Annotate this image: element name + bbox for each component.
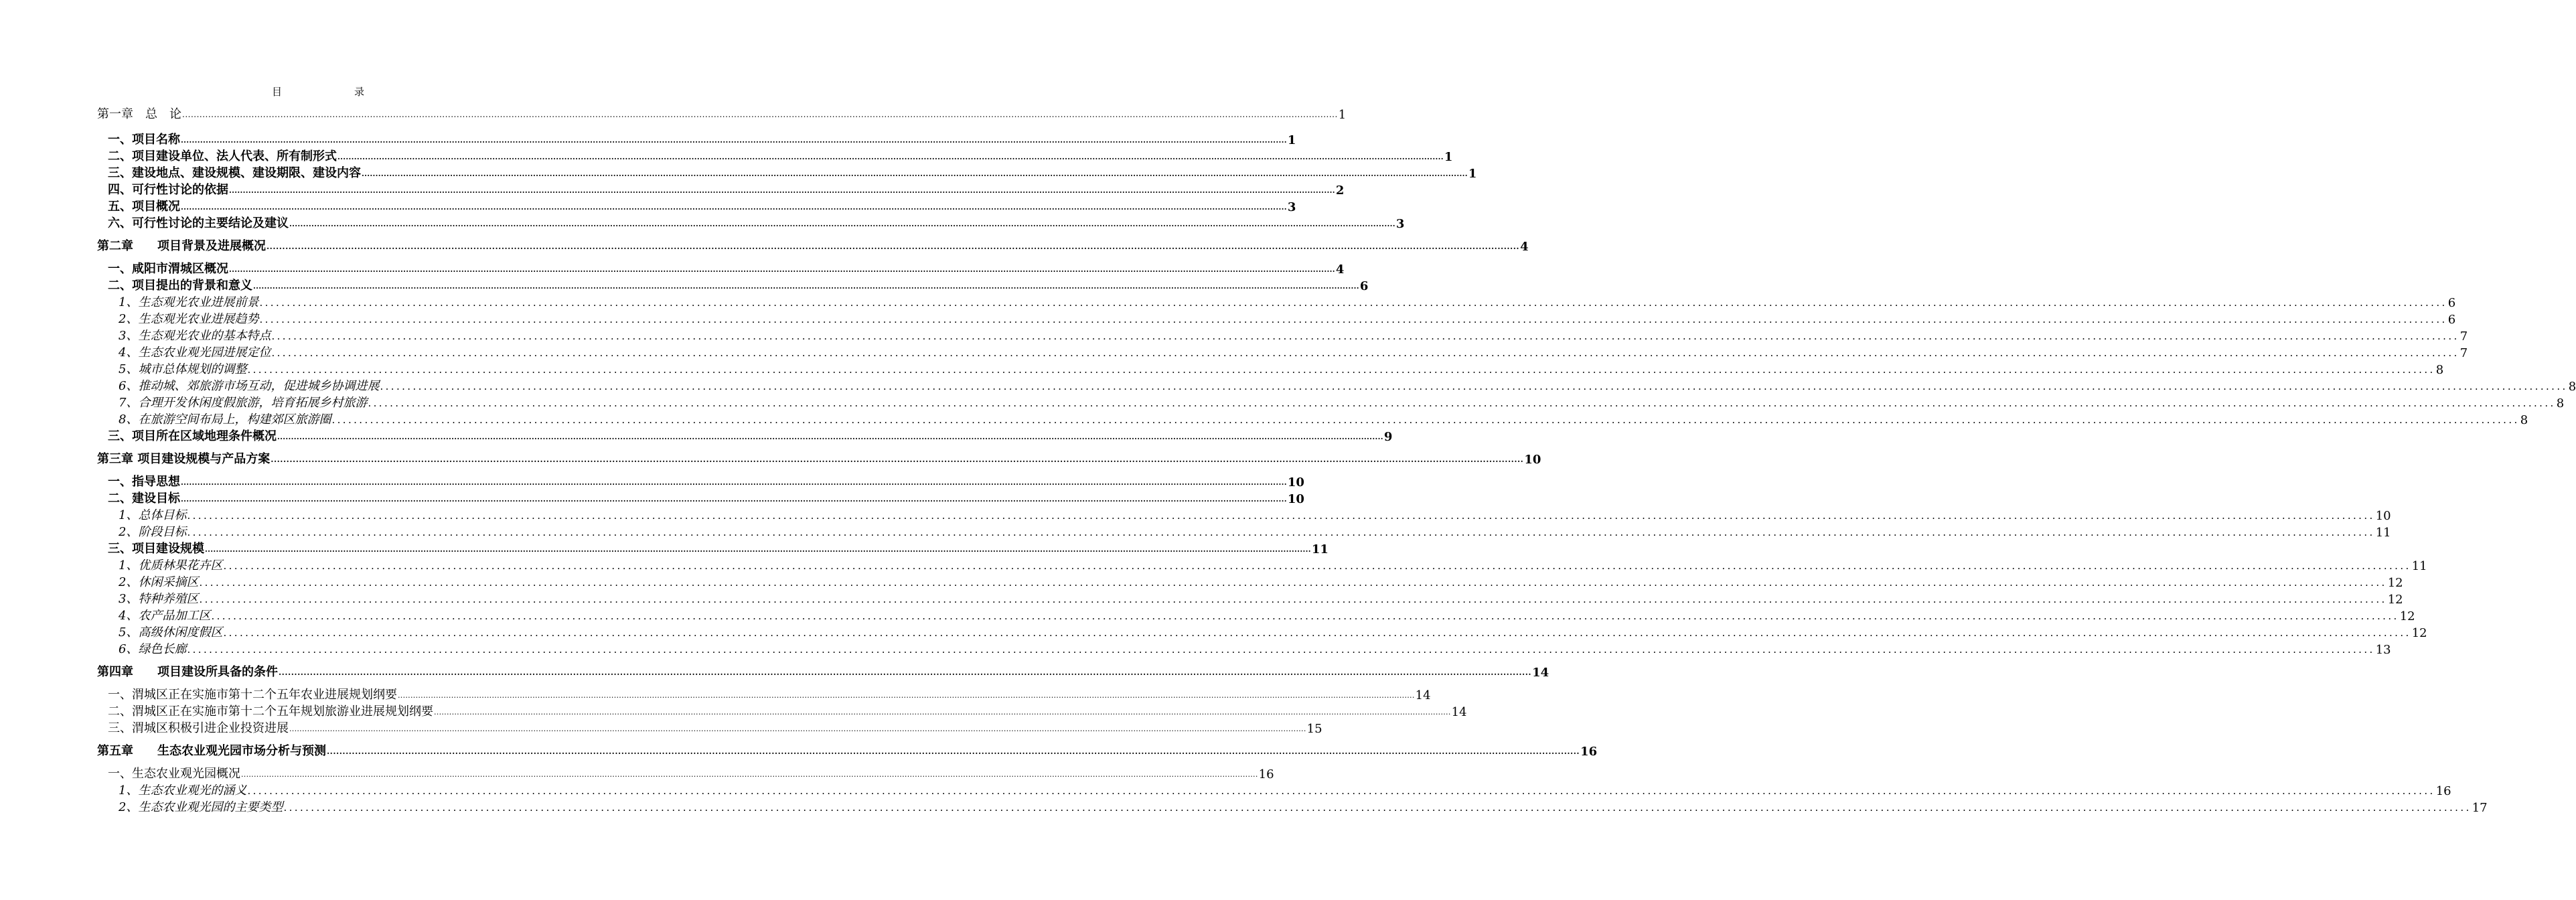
toc-entry-page: 8: [2556, 396, 2565, 410]
dot-leader: ................................................................................................................................................................................................................................................................................................................................................................................................................: [259, 297, 2447, 309]
toc-entry-title: 四、可行性讨论的依据: [108, 183, 228, 197]
toc-entry-page: 1: [1338, 108, 1347, 122]
toc-entry[interactable]: [97, 591, 2403, 607]
toc-entry-title: 2、休闲采摘区: [119, 575, 199, 589]
dot-leader: ................................................................................................................................................................................................................................................................................................................................................................................................................: [271, 455, 1524, 464]
toc-entry[interactable]: [97, 311, 2456, 327]
dot-leader: ................................................................................................................................................................................................................................................................................................................................................................................................................: [337, 153, 1444, 161]
toc-entry-title: 4、农产品加工区: [119, 609, 211, 623]
toc-entry-page: 3: [1395, 217, 1405, 231]
dot-leader: ................................................................................................................................................................................................................................................................................................................................................................................................................: [187, 510, 2375, 522]
toc-entry[interactable]: [97, 378, 2576, 394]
toc-entry[interactable]: [97, 181, 1345, 198]
toc-entry-page: 10: [2375, 509, 2391, 523]
toc-entry-page: 11: [2375, 526, 2391, 540]
dot-leader: ................................................................................................................................................................................................................................................................................................................................................................................................................: [187, 526, 2375, 538]
toc-entry[interactable]: [97, 260, 1345, 277]
toc-entry-title: 1、生态观光农业进展前景: [119, 295, 259, 309]
toc-entry[interactable]: [97, 524, 2391, 540]
dot-leader: ................................................................................................................................................................................................................................................................................................................................................................................................................: [181, 495, 1287, 504]
toc-entry-title: 二、项目建设单位、法人代表、所有制形式: [108, 149, 337, 163]
toc-entry-title: 5、高级休闲度假区: [119, 625, 223, 640]
toc-entry-title: 第四章 项目建设所具备的条件: [97, 665, 278, 679]
toc-entry-page: 12: [2411, 626, 2427, 640]
toc-entry-page: 10: [1287, 475, 1304, 490]
dot-leader: ................................................................................................................................................................................................................................................................................................................................................................................................................: [181, 478, 1287, 487]
toc-entry-title: 六、可行性讨论的主要结论及建议: [108, 216, 289, 230]
toc-entry[interactable]: [97, 782, 2451, 798]
toc-entry[interactable]: [97, 720, 1322, 736]
toc-entry[interactable]: [97, 641, 2391, 657]
dot-leader: ................................................................................................................................................................................................................................................................................................................................................................................................................: [279, 668, 1532, 677]
dot-leader: ................................................................................................................................................................................................................................................................................................................................................................................................................: [271, 330, 2459, 342]
dot-leader: ................................................................................................................................................................................................................................................................................................................................................................................................................: [199, 593, 2387, 605]
toc-entry[interactable]: [97, 238, 1529, 254]
toc-entry[interactable]: [97, 277, 1369, 293]
toc-entry-page: 14: [1532, 666, 1549, 680]
toc-entry-page: 8: [2520, 413, 2528, 427]
dot-leader: ................................................................................................................................................................................................................................................................................................................................................................................................................: [289, 725, 1306, 733]
dot-leader: ................................................................................................................................................................................................................................................................................................................................................................................................................: [398, 691, 1415, 700]
toc-entry-page: 4: [1335, 262, 1345, 277]
toc-entry[interactable]: [97, 743, 1598, 759]
toc-entry-title: 第二章 项目背景及进展概况: [97, 239, 266, 253]
toc-entry-title: 二、项目提出的背景和意义: [108, 279, 252, 293]
dot-leader: ................................................................................................................................................................................................................................................................................................................................................................................................................: [205, 545, 1311, 554]
toc-entry-page: 11: [2411, 559, 2427, 573]
toc-entry[interactable]: [97, 703, 1467, 719]
dot-leader: ................................................................................................................................................................................................................................................................................................................................................................................................................: [223, 627, 2411, 639]
toc-entry-page: 7: [2459, 346, 2468, 360]
toc-entry-page: 15: [1306, 722, 1322, 736]
toc-entry-page: 8: [2435, 363, 2444, 377]
toc-entry-page: 14: [1415, 688, 1431, 702]
toc-entry-title: 第一章 总 论: [97, 107, 181, 121]
dot-leader: ................................................................................................................................................................................................................................................................................................................................................................................................................: [368, 397, 2556, 409]
dot-leader: ................................................................................................................................................................................................................................................................................................................................................................................................................: [181, 136, 1287, 145]
toc-entry-title: 5、城市总体规划的调整: [119, 362, 247, 376]
dot-leader: ................................................................................................................................................................................................................................................................................................................................................................................................................: [199, 577, 2387, 589]
toc-entry-page: 1: [1287, 133, 1296, 147]
dot-leader: ................................................................................................................................................................................................................................................................................................................................................................................................................: [380, 380, 2568, 392]
dot-leader: ................................................................................................................................................................................................................................................................................................................................................................................................................: [267, 242, 1520, 251]
toc-entry-page: 9: [1383, 430, 1393, 444]
toc-entry-title: 三、建设地点、建设规模、建设期限、建设内容: [108, 166, 361, 180]
toc-entry-title: 二、建设目标: [108, 492, 180, 506]
toc-entry-title: 三、渭城区积极引进企业投资进展: [108, 721, 289, 735]
toc-entry-title: 一、咸阳市渭城区概况: [108, 262, 228, 276]
toc-entry[interactable]: [97, 198, 1296, 214]
toc-entry-page: 7: [2459, 329, 2468, 344]
dot-leader: ................................................................................................................................................................................................................................................................................................................................................................................................................: [229, 186, 1335, 195]
toc-entry[interactable]: [97, 148, 1453, 164]
toc-entry-title: 3、生态观光农业的基本特点: [119, 329, 271, 343]
toc-entry[interactable]: [97, 294, 2456, 310]
toc-entry-page: 3: [1287, 200, 1296, 214]
toc-entry-title: 一、指导思想: [108, 475, 180, 489]
toc-entry-page: 16: [2435, 784, 2451, 798]
toc-entry-title: 7、合理开发休闲度假旅游，培育拓展乡村旅游: [119, 396, 368, 410]
toc-entry-title: 2、生态观光农业进展趋势: [119, 312, 259, 326]
toc-entry-title: 第五章 生态农业观光园市场分析与预测: [97, 744, 326, 758]
toc-entry[interactable]: [97, 473, 1304, 490]
toc-entry-title: 6、绿色长廊: [119, 642, 187, 656]
toc-entry[interactable]: [97, 557, 2427, 573]
dot-leader: ................................................................................................................................................................................................................................................................................................................................................................................................................: [223, 560, 2411, 572]
toc-entry-title: 第三章 项目建设规模与产品方案: [97, 452, 271, 466]
toc-entry-page: 6: [1359, 279, 1369, 293]
dot-leader: ................................................................................................................................................................................................................................................................................................................................................................................................................: [181, 203, 1287, 212]
dot-leader: ................................................................................................................................................................................................................................................................................................................................................................................................................: [253, 282, 1359, 291]
toc-entry-title: 1、优质林果花卉区: [119, 558, 223, 573]
dot-leader: ................................................................................................................................................................................................................................................................................................................................................................................................................: [247, 364, 2435, 376]
toc-entry-page: 12: [2399, 609, 2415, 623]
dot-leader: ................................................................................................................................................................................................................................................................................................................................................................................................................: [362, 169, 1468, 178]
toc-entry-page: 1: [1444, 150, 1453, 164]
dot-leader: ................................................................................................................................................................................................................................................................................................................................................................................................................: [241, 770, 1258, 779]
toc-entry[interactable]: [97, 361, 2444, 377]
toc-entry-title: 五、项目概况: [108, 200, 180, 214]
dot-leader: ................................................................................................................................................................................................................................................................................................................................................................................................................: [327, 747, 1580, 756]
toc-entry-page: 8: [2568, 380, 2576, 394]
toc-entry-page: 13: [2375, 643, 2391, 657]
dot-leader: ................................................................................................................................................................................................................................................................................................................................................................................................................: [182, 110, 1338, 119]
toc-entry-page: 2: [1335, 183, 1345, 198]
toc-entry-page: 1: [1468, 167, 1477, 181]
toc-entry-title: 三、项目所在区域地理条件概况: [108, 429, 277, 443]
toc-entry-title: 1、总体目标: [119, 508, 187, 522]
toc-entry-page: 12: [2387, 593, 2403, 607]
toc-entry-page: 12: [2387, 576, 2403, 590]
toc-entry[interactable]: [97, 344, 2468, 360]
toc-entry-title: 2、生态农业观光园的主要类型: [119, 800, 283, 814]
toc-entry[interactable]: [97, 799, 2488, 815]
toc-entry-title: 二、渭城区正在实施市第十二个五年规划旅游业进展规划纲要: [108, 704, 433, 719]
toc-entry-page: 6: [2447, 313, 2456, 327]
toc-entry-title: 6、推动城、郊旅游市场互动，促进城乡协调进展: [119, 379, 380, 393]
toc-entry-title: 3、特种养殖区: [119, 592, 199, 606]
toc-entry-page: 14: [1451, 705, 1467, 719]
toc-entry[interactable]: [97, 664, 1549, 680]
toc-entry[interactable]: [97, 106, 1347, 122]
toc-entry[interactable]: [97, 607, 2415, 623]
dot-leader: ................................................................................................................................................................................................................................................................................................................................................................................................................: [283, 802, 2472, 814]
dot-leader: ................................................................................................................................................................................................................................................................................................................................................................................................................: [247, 785, 2435, 797]
toc-entry[interactable]: [97, 327, 2468, 344]
dot-leader: ................................................................................................................................................................................................................................................................................................................................................................................................................: [277, 433, 1383, 441]
toc-entry-title: 4、生态农业观光园进展定位: [119, 346, 271, 360]
toc-entry-page: 11: [1311, 542, 1329, 556]
dot-leader: ................................................................................................................................................................................................................................................................................................................................................................................................................: [211, 610, 2399, 622]
dot-leader: ................................................................................................................................................................................................................................................................................................................................................................................................................: [259, 313, 2447, 325]
toc-entry-page: 4: [1520, 240, 1529, 254]
toc-entry[interactable]: [97, 411, 2528, 427]
toc-entry[interactable]: [97, 490, 1304, 506]
toc-entry-page: 10: [1524, 453, 1541, 467]
toc-entry[interactable]: [97, 540, 1329, 556]
toc-entry[interactable]: [97, 451, 1541, 467]
toc-entry-title: 2、阶段目标: [119, 525, 187, 539]
toc-entry[interactable]: [97, 686, 1431, 702]
toc-entry-page: 6: [2447, 296, 2456, 310]
dot-leader: ................................................................................................................................................................................................................................................................................................................................................................................................................: [229, 265, 1335, 274]
toc-entry-page: 17: [2472, 801, 2488, 815]
toc-entry[interactable]: [97, 765, 1274, 781]
toc-entry-page: 10: [1287, 492, 1304, 506]
toc-entry[interactable]: [97, 428, 1393, 444]
toc-entry[interactable]: [97, 215, 1405, 231]
toc-entry-title: 一、生态农业观光园概况: [108, 767, 240, 781]
toc-entry[interactable]: [97, 574, 2403, 590]
page-title: 目 录: [271, 86, 382, 98]
toc-entry[interactable]: [97, 131, 1296, 147]
dot-leader: ................................................................................................................................................................................................................................................................................................................................................................................................................: [187, 644, 2375, 656]
toc-entry-page: 16: [1258, 767, 1274, 781]
dot-leader: ................................................................................................................................................................................................................................................................................................................................................................................................................: [271, 347, 2459, 359]
dot-leader: ................................................................................................................................................................................................................................................................................................................................................................................................................: [434, 708, 1451, 717]
dot-leader: ................................................................................................................................................................................................................................................................................................................................................................................................................: [331, 414, 2520, 426]
dot-leader: ................................................................................................................................................................................................................................................................................................................................................................................................................: [289, 220, 1395, 228]
toc-entry-page: 16: [1580, 745, 1598, 759]
toc-entry-title: 8、在旅游空间布局上，构建郊区旅游圈: [119, 412, 331, 427]
toc-entry[interactable]: [97, 624, 2427, 640]
toc-entry-title: 三、项目建设规模: [108, 542, 204, 556]
toc-entry[interactable]: [97, 165, 1477, 181]
toc-entry-title: 一、项目名称: [108, 133, 180, 147]
toc-entry-title: 1、生态农业观光的涵义: [119, 783, 247, 798]
toc-entry-title: 一、渭城区正在实施市第十二个五年农业进展规划纲要: [108, 688, 397, 702]
toc-entry[interactable]: [97, 507, 2391, 523]
toc-entry[interactable]: [97, 394, 2565, 410]
